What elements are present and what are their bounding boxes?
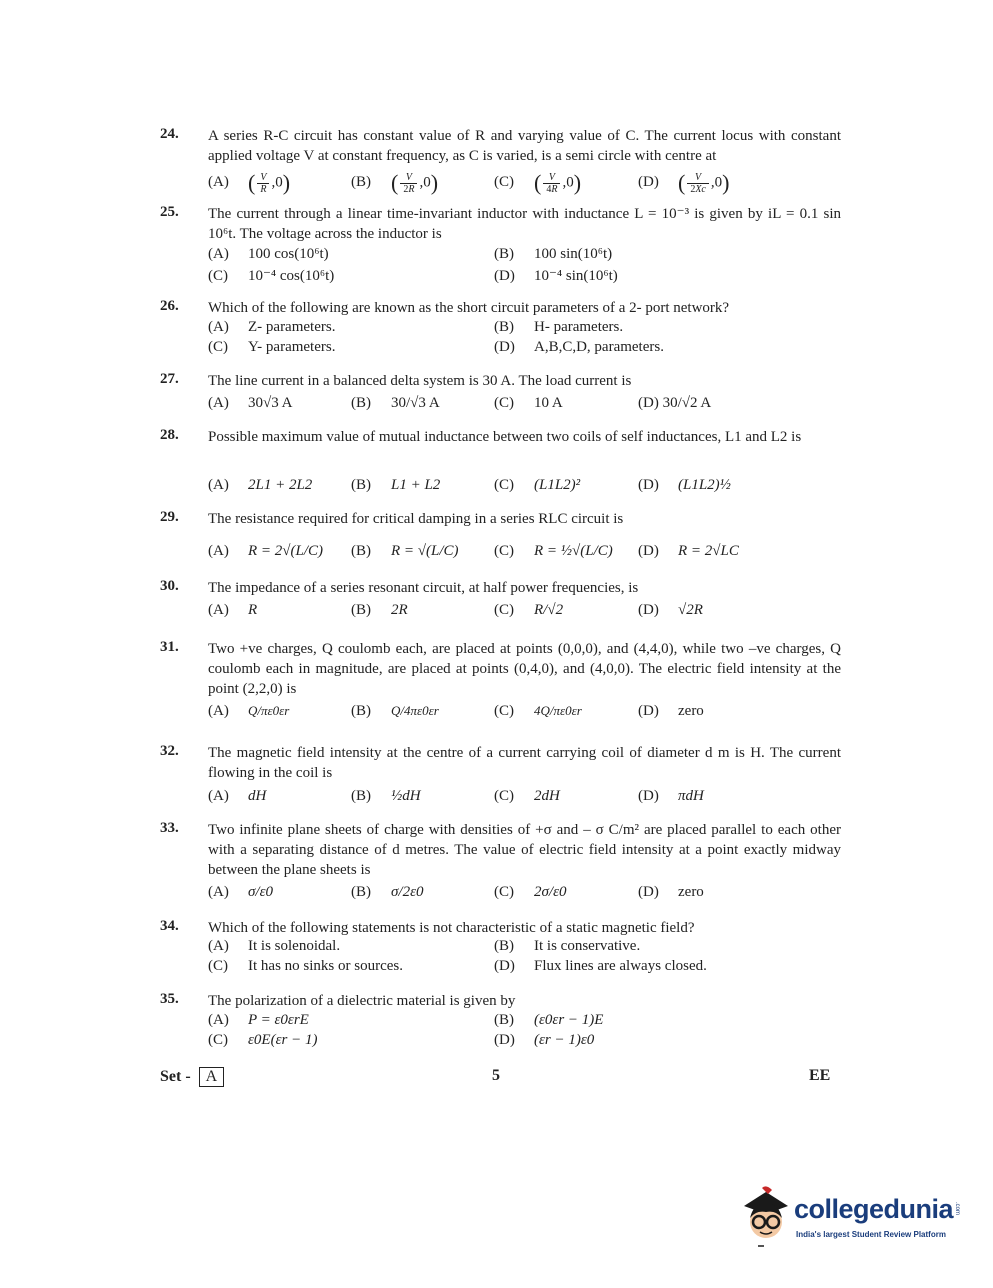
option-d: (D) 10⁻⁴ sin(10⁶t) bbox=[494, 268, 618, 284]
page-number: 5 bbox=[492, 1067, 500, 1084]
question-text: The magnetic field intensity at the centre of a current carrying coil of diameter d m is H. The current flowing in the coil is bbox=[208, 745, 841, 781]
option-c: (C) R/√2 bbox=[494, 602, 564, 618]
question-text: Two +ve charges, Q coulomb each, are placed at points (0,0,0), and (4,4,0), while two –ve charges, Q coulomb each in magnitude, are placed at points (0,4,0), and (4,0,0). The electric field intensity at the point (2,2,0) is bbox=[208, 641, 841, 697]
question-number: 24. bbox=[160, 126, 179, 142]
option-c: (C) It has no sinks or sources. bbox=[208, 958, 403, 974]
option-d: (D) πdH bbox=[638, 788, 704, 804]
option-a: (A) 30√3 A bbox=[208, 395, 293, 411]
collegedunia-logo bbox=[738, 1184, 968, 1254]
option-d: (D) 30/√2 A bbox=[638, 395, 712, 411]
set-label: Set - bbox=[160, 1068, 191, 1085]
option-c: (C) ε0E(εr − 1) bbox=[208, 1032, 318, 1048]
question-text: Two infinite plane sheets of charge with densities of +σ and – σ C/m² are placed parallel to each other with a separating distance of d metres. The value of electric field intensity at a point exactly midway between the plane sheets is bbox=[208, 822, 841, 878]
option-d: (D) (εr − 1)ε0 bbox=[494, 1032, 595, 1048]
option-b: (B) 2R bbox=[351, 602, 408, 618]
option-d: (D) (L1L2)½ bbox=[638, 477, 731, 493]
option-a: (A) σ/ε0 bbox=[208, 884, 273, 900]
option-a: (A) 2L1 + 2L2 bbox=[208, 477, 313, 493]
question-number: 34. bbox=[160, 918, 179, 934]
question-text: The polarization of a dielectric material is given by bbox=[208, 993, 516, 1009]
option-a: (A) R bbox=[208, 602, 258, 618]
option-a: (A) Q/πε0εr bbox=[208, 703, 290, 719]
question-number: 30. bbox=[160, 578, 179, 594]
option-b: (B) ½dH bbox=[351, 788, 421, 804]
set-value: A bbox=[199, 1067, 225, 1087]
option-d: (D) ( $\frac{V}{2Xc}$ ,0) bbox=[638, 170, 730, 195]
option-b: (B) (ε0εr − 1)E bbox=[494, 1012, 604, 1028]
option-a: (A) P = ε0εrE bbox=[208, 1012, 309, 1028]
question-text: The resistance required for critical damping in a series RLC circuit is bbox=[208, 511, 624, 527]
option-a: (A) ( $\frac{V}{R}$ ,0) bbox=[208, 170, 291, 195]
option-b: (B) H- parameters. bbox=[494, 319, 624, 335]
set-indicator bbox=[160, 1067, 224, 1087]
option-a: (A) 100 cos(10⁶t) bbox=[208, 246, 329, 262]
question-number: 35. bbox=[160, 991, 179, 1007]
option-b: (B) 100 sin(10⁶t) bbox=[494, 246, 613, 262]
option-a: (A) R = 2√(L/C) bbox=[208, 543, 324, 559]
question-text: Which of the following are known as the short circuit parameters of a 2- port network? bbox=[208, 300, 730, 316]
option-d: (D) zero bbox=[638, 884, 704, 900]
question-number: 31. bbox=[160, 639, 179, 655]
question-number: 25. bbox=[160, 204, 179, 220]
option-c: (C) 10⁻⁴ cos(10⁶t) bbox=[208, 268, 335, 284]
question-text: The line current in a balanced delta system is 30 A. The load current is bbox=[208, 373, 632, 389]
logo-tagline: India's largest Student Review Platform bbox=[796, 1230, 946, 1239]
question-text: Which of the following statements is not characteristic of a static magnetic field? bbox=[208, 920, 695, 936]
question-number: 26. bbox=[160, 298, 179, 314]
option-b: (B) It is conservative. bbox=[494, 938, 641, 954]
option-a: (A) dH bbox=[208, 788, 267, 804]
mascot-icon bbox=[738, 1184, 794, 1254]
option-c: (C) 10 A bbox=[494, 395, 563, 411]
option-d: (D) R = 2√LC bbox=[638, 543, 739, 559]
option-d: (D) Flux lines are always closed. bbox=[494, 958, 707, 974]
option-b: (B) R = √(L/C) bbox=[351, 543, 459, 559]
question-text: The current through a linear time-invariant inductor with inductance L = 10⁻³ is given by iL = 0.1 sin 10⁶t. The voltage across the inductor is bbox=[208, 206, 841, 242]
option-c: (C) (L1L2)² bbox=[494, 477, 581, 493]
option-c: (C) 2dH bbox=[494, 788, 560, 804]
option-c: (C) 4Q/πε0εr bbox=[494, 703, 582, 719]
option-c: (C) 2σ/ε0 bbox=[494, 884, 567, 900]
option-d: (D) zero bbox=[638, 703, 704, 719]
logo-suffix: .com bbox=[954, 1202, 960, 1216]
option-c: (C) R = ½√(L/C) bbox=[494, 543, 613, 559]
option-a: (A) Z- parameters. bbox=[208, 319, 336, 335]
subject-code: EE bbox=[809, 1067, 831, 1084]
option-b: (B) L1 + L2 bbox=[351, 477, 441, 493]
question-number: 33. bbox=[160, 820, 179, 836]
option-d: (D) √2R bbox=[638, 602, 703, 618]
option-b: (B) σ/2ε0 bbox=[351, 884, 424, 900]
option-b: (B) Q/4πε0εr bbox=[351, 703, 439, 719]
question-text: Possible maximum value of mutual inductance between two coils of self inductances, L1 and L2 is bbox=[208, 429, 802, 445]
option-b: (B) 30/√3 A bbox=[351, 395, 440, 411]
question-number: 27. bbox=[160, 371, 179, 387]
question-number: 28. bbox=[160, 427, 179, 443]
option-d: (D) A,B,C,D, parameters. bbox=[494, 339, 664, 355]
option-c: (C) Y- parameters. bbox=[208, 339, 336, 355]
option-c: (C) ( $\frac{V}{4R}$ ,0) bbox=[494, 170, 582, 195]
question-text: A series R-C circuit has constant value of R and varying value of C. The current locus with constant applied voltage V at constant frequency, as C is varied, is a semi circle with centre at bbox=[208, 128, 841, 164]
option-b: (B) ( $\frac{V}{2R}$ ,0) bbox=[351, 170, 439, 195]
question-number: 32. bbox=[160, 743, 179, 759]
logo-name: collegedunia bbox=[794, 1194, 954, 1224]
question-number: 29. bbox=[160, 509, 179, 525]
option-a: (A) It is solenoidal. bbox=[208, 938, 341, 954]
question-text: The impedance of a series resonant circuit, at half power frequencies, is bbox=[208, 580, 639, 596]
